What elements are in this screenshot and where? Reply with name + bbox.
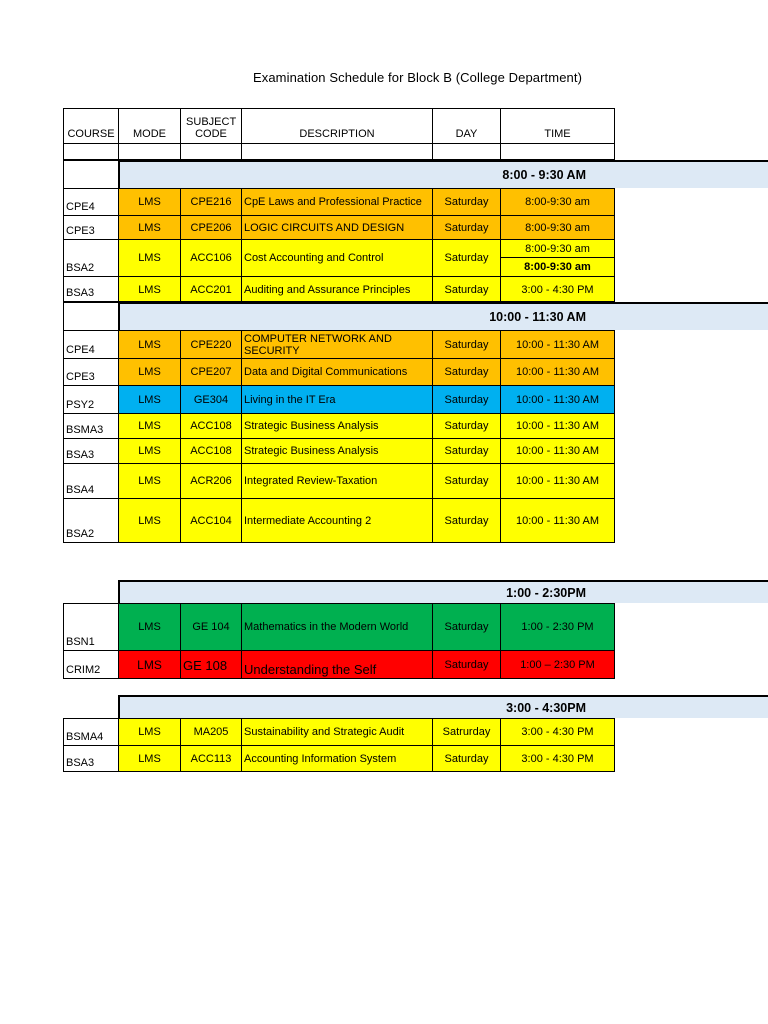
course-spacer-cell — [63, 302, 118, 330]
description-cell: Strategic Business Analysis — [241, 438, 432, 463]
course-cell: CRIM2 — [63, 650, 118, 679]
subject-code-cell: GE 108 — [180, 650, 241, 679]
subject-code-cell: ACC108 — [180, 413, 241, 438]
mode-cell: LMS — [118, 603, 180, 650]
time-cell: 8:00-9:30 am — [500, 239, 615, 257]
description-cell: LOGIC CIRCUITS AND DESIGN — [241, 215, 432, 239]
description-cell: Understanding the Self — [241, 650, 432, 679]
day-cell: Saturday — [432, 498, 500, 543]
time-cell-secondary: 8:00-9:30 am — [500, 257, 615, 276]
description-cell: Strategic Business Analysis — [241, 413, 432, 438]
description-cell: Accounting Information System — [241, 745, 432, 772]
subject-code-cell: ACC108 — [180, 438, 241, 463]
mode-cell: LMS — [118, 745, 180, 772]
header-spacer-cell — [500, 143, 615, 160]
time-cell: 1:00 – 2:30 PM — [500, 650, 615, 679]
time-cell: 3:00 - 4:30 PM — [500, 718, 615, 745]
day-cell: Saturday — [432, 276, 500, 302]
day-cell: Saturday — [432, 239, 500, 276]
page-title: Examination Schedule for Block B (College Department) — [252, 70, 582, 85]
day-cell: Saturday — [432, 438, 500, 463]
day-cell: Saturday — [432, 385, 500, 413]
time-cell: 10:00 - 11:30 AM — [500, 385, 615, 413]
subject-code-cell: MA205 — [180, 718, 241, 745]
day-cell: Saturday — [432, 603, 500, 650]
time-slot-header: 8:00 - 9:30 AM — [118, 160, 768, 188]
time-cell: 1:00 - 2:30 PM — [500, 603, 615, 650]
description-cell: Living in the IT Era — [241, 385, 432, 413]
header-course: COURSE — [63, 108, 118, 143]
time-cell: 10:00 - 11:30 AM — [500, 463, 615, 498]
table-bottom-rule — [118, 542, 615, 543]
subject-code-cell: ACC104 — [180, 498, 241, 543]
time-cell: 10:00 - 11:30 AM — [500, 358, 615, 385]
mode-cell: LMS — [118, 413, 180, 438]
day-cell: Saturday — [432, 188, 500, 215]
subject-code-cell: CPE216 — [180, 188, 241, 215]
course-spacer-cell — [63, 160, 118, 188]
subject-code-cell: GE 104 — [180, 603, 241, 650]
course-cell: BSMA3 — [63, 413, 118, 438]
course-cell: CPE4 — [63, 330, 118, 358]
mode-cell: LMS — [118, 215, 180, 239]
subject-code-cell: ACR206 — [180, 463, 241, 498]
mode-cell: LMS — [118, 718, 180, 745]
time-cell: 10:00 - 11:30 AM — [500, 498, 615, 543]
subject-code-cell: CPE207 — [180, 358, 241, 385]
mode-cell: LMS — [118, 330, 180, 358]
header-spacer-cell — [118, 143, 180, 160]
day-cell: Saturday — [432, 215, 500, 239]
time-cell: 10:00 - 11:30 AM — [500, 330, 615, 358]
course-cell: BSA3 — [63, 745, 118, 772]
description-cell: CpE Laws and Professional Practice — [241, 188, 432, 215]
description-cell: COMPUTER NETWORK AND SECURITY — [241, 330, 432, 358]
day-cell: Saturday — [432, 745, 500, 772]
day-cell: Saturday — [432, 358, 500, 385]
time-cell: 10:00 - 11:30 AM — [500, 413, 615, 438]
course-cell: BSA3 — [63, 276, 118, 302]
course-cell: CPE3 — [63, 215, 118, 239]
header-subject-code: SUBJECT CODE — [180, 108, 241, 143]
header-spacer-cell — [432, 143, 500, 160]
subject-code-cell: GE304 — [180, 385, 241, 413]
mode-cell: LMS — [118, 188, 180, 215]
header-spacer-cell — [241, 143, 432, 160]
mode-cell: LMS — [118, 239, 180, 276]
time-slot-header: 3:00 - 4:30PM — [118, 695, 768, 718]
course-cell: BSA2 — [63, 498, 118, 543]
mode-cell: LMS — [118, 498, 180, 543]
course-cell: BSMA4 — [63, 718, 118, 745]
description-cell: Integrated Review-Taxation — [241, 463, 432, 498]
subject-code-cell: CPE220 — [180, 330, 241, 358]
subject-code-cell: ACC113 — [180, 745, 241, 772]
course-cell: BSA3 — [63, 438, 118, 463]
day-cell: Saturday — [432, 330, 500, 358]
course-cell: BSA4 — [63, 463, 118, 498]
description-cell: Sustainability and Strategic Audit — [241, 718, 432, 745]
description-cell: Mathematics in the Modern World — [241, 603, 432, 650]
course-cell: PSY2 — [63, 385, 118, 413]
subject-code-cell: ACC201 — [180, 276, 241, 302]
mode-cell: LMS — [118, 438, 180, 463]
course-cell: CPE4 — [63, 188, 118, 215]
day-cell: Satrurday — [432, 718, 500, 745]
course-cell: CPE3 — [63, 358, 118, 385]
mode-cell: LMS — [118, 463, 180, 498]
header-mode: MODE — [118, 108, 180, 143]
time-cell: 8:00-9:30 am — [500, 215, 615, 239]
mode-cell: LMS — [118, 650, 180, 679]
course-cell: BSN1 — [63, 603, 118, 650]
time-cell: 3:00 - 4:30 PM — [500, 276, 615, 302]
mode-cell: LMS — [118, 358, 180, 385]
header-spacer-cell — [63, 143, 118, 160]
header-day: DAY — [432, 108, 500, 143]
course-cell: BSA2 — [63, 239, 118, 276]
table-bottom-rule — [118, 771, 615, 772]
subject-code-cell: CPE206 — [180, 215, 241, 239]
table-bottom-rule — [118, 678, 615, 679]
header-time: TIME — [500, 108, 615, 143]
description-cell: Data and Digital Communications — [241, 358, 432, 385]
header-description: DESCRIPTION — [241, 108, 432, 143]
day-cell: Saturday — [432, 650, 500, 679]
time-cell: 3:00 - 4:30 PM — [500, 745, 615, 772]
mode-cell: LMS — [118, 276, 180, 302]
time-cell: 8:00-9:30 am — [500, 188, 615, 215]
day-cell: Saturday — [432, 413, 500, 438]
day-cell: Saturday — [432, 463, 500, 498]
time-cell: 10:00 - 11:30 AM — [500, 438, 615, 463]
time-slot-header: 1:00 - 2:30PM — [118, 580, 768, 603]
time-slot-header: 10:00 - 11:30 AM — [118, 302, 768, 330]
mode-cell: LMS — [118, 385, 180, 413]
description-cell: Intermediate Accounting 2 — [241, 498, 432, 543]
description-cell: Auditing and Assurance Principles — [241, 276, 432, 302]
subject-code-cell: ACC106 — [180, 239, 241, 276]
header-spacer-cell — [180, 143, 241, 160]
description-cell: Cost Accounting and Control — [241, 239, 432, 276]
